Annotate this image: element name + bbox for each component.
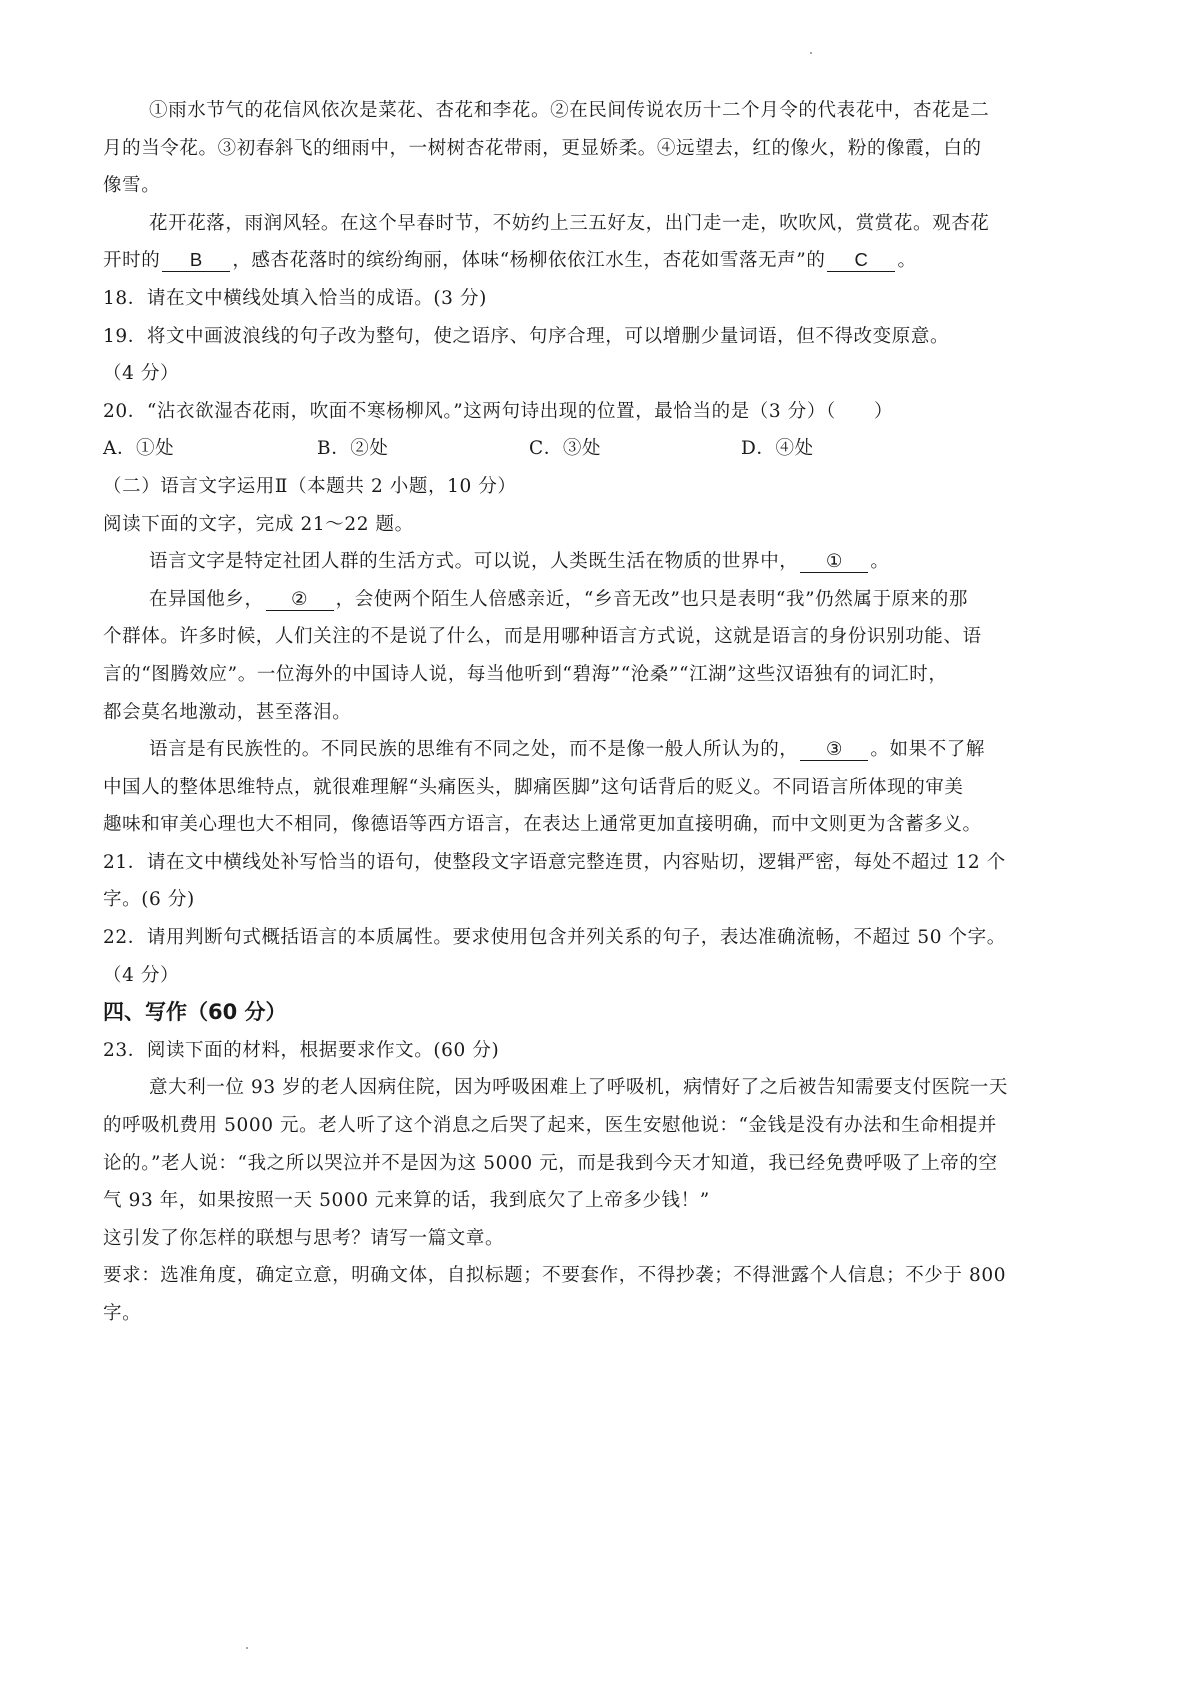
- material-line: 的呼吸机费用 5000 元。老人听了这个消息之后哭了起来，医生安慰他说：“金钱是没有办法和生命相提并: [103, 1115, 997, 1137]
- question-22-score: （4 分）: [103, 964, 180, 986]
- option-a[interactable]: A．①处: [103, 438, 175, 460]
- fill-blank-1[interactable]: ①: [800, 550, 868, 573]
- fill-blank-b[interactable]: B: [162, 249, 230, 272]
- text-segment: 。: [897, 250, 917, 272]
- passage-line: [103, 543, 1103, 581]
- question-21: 21．请在文中横线处补写恰当的语句，使整段文字语意完整连贯，内容贴切，逻辑严密，每处不超过 12 个: [103, 851, 1006, 873]
- option-d[interactable]: D．④处: [741, 438, 814, 460]
- question-19: 19．将文中画波浪线的句子改为整句，使之语序、句序合理，可以增删少量词语，但不得改变原意。: [103, 325, 950, 347]
- text-segment: 语言是有民族性的。不同民族的思维有不同之处，而不是像一般人所认为的，: [149, 739, 799, 761]
- text-segment: 。如果不了解: [870, 739, 986, 761]
- fill-blank-2[interactable]: ②: [266, 588, 334, 611]
- question-20: 20．“沾衣欲湿杏花雨，吹面不寒杨柳风。”这两句诗出现的位置，最恰当的是（3 分）（ ）: [103, 400, 894, 422]
- fill-blank-c[interactable]: C: [827, 249, 895, 272]
- writing-heading: 四、写作（60 分）: [103, 1000, 287, 1025]
- passage-line: 像雪。: [103, 175, 161, 197]
- passage-line: 个群体。许多时候，人们关注的不是说了什么，而是用哪种语言方式说，这就是语言的身份识别功能、语: [103, 626, 982, 648]
- question-21-score: 字。(6 分): [103, 889, 195, 911]
- passage-line: 花开花落，雨润风轻。在这个早春时节，不妨约上三五好友，出门走一走，吹吹风，赏赏花。观杏花: [149, 212, 990, 234]
- material-line: 论的。”老人说：“我之所以哭泣并不是因为这 5000 元，而是我到今天才知道，我已经免费呼吸了上帝的空: [103, 1152, 998, 1174]
- passage-line: [103, 242, 1103, 280]
- question-18: 18．请在文中横线处填入恰当的成语。(3 分): [103, 287, 487, 309]
- option-c[interactable]: C．③处: [529, 438, 602, 460]
- writing-requirements: 字。: [103, 1303, 142, 1324]
- scan-speck: [246, 1647, 248, 1649]
- text-segment: ，会使两个陌生人倍感亲近，“乡音无改”也只是表明“我”仍然属于原来的那: [335, 588, 968, 610]
- text-segment: 开时的: [103, 250, 161, 272]
- question-22: 22．请用判断句式概括语言的本质属性。要求使用包含并列关系的句子，表达准确流畅，不超过 50 个字。: [103, 927, 1006, 949]
- passage-line: 月的当令花。③初春斜飞的细雨中，一树树杏花带雨，更显娇柔。④远望去，红的像火，粉的像霞，白的: [103, 137, 982, 159]
- text-segment: 在异国他乡，: [149, 588, 264, 610]
- question-23: 23．阅读下面的材料，根据要求作文。(60 分): [103, 1039, 500, 1061]
- passage-line: 趣味和审美心理也大不相同，像德语等西方语言，在表达上通常更加直接明确，而中文则更为含蓄多义。: [103, 814, 982, 836]
- option-b[interactable]: B．②处: [317, 438, 389, 460]
- scan-speck: [810, 52, 812, 54]
- material-line: 气 93 年，如果按照一天 5000 元来算的话，我到底欠了上帝多少钱！”: [103, 1190, 710, 1212]
- writing-prompt: 这引发了你怎样的联想与思考？请写一篇文章。: [103, 1227, 505, 1249]
- text-segment: ，感杏花落时的缤纷绚丽，体味“杨柳依依江水生，杏花如雪落无声”的: [232, 250, 826, 272]
- passage-line: 中国人的整体思维特点，就很难理解“头痛医头，脚痛医脚”这句话背后的贬义。不同语言所体现的审美: [103, 776, 964, 798]
- section-title: （二）语言文字运用Ⅱ（本题共 2 小题，10 分）: [103, 475, 517, 497]
- passage-line: 言的“图腾效应”。一位海外的中国诗人说，每当他听到“碧海”“沧桑”“江湖”这些汉语独有的词汇时，: [103, 663, 948, 685]
- text-segment: 语言文字是特定社团人群的生活方式。可以说，人类既生活在物质的世界中，: [149, 551, 799, 573]
- passage-line: [103, 731, 1103, 769]
- material-line: 意大利一位 93 岁的老人因病住院，因为呼吸困难上了呼吸机，病情好了之后被告知需要支付医院一天: [149, 1077, 1009, 1099]
- exam-page: [103, 92, 1103, 1333]
- question-20-options: [103, 430, 1103, 468]
- writing-requirements: 要求：选准角度，确定立意，明确文体，自拟标题；不要套作，不得抄袭；不得泄露个人信息；不少于 800: [103, 1265, 1007, 1287]
- text-segment: 。: [870, 551, 890, 573]
- passage-line: [103, 581, 1103, 619]
- question-19-score: （4 分）: [103, 363, 180, 385]
- fill-blank-3[interactable]: ③: [800, 738, 868, 761]
- passage-line: 都会莫名地激动，甚至落泪。: [103, 701, 352, 723]
- passage-line: ①雨水节气的花信风依次是菜花、杏花和李花。②在民间传说农历十二个月令的代表花中，杏花是二: [149, 100, 990, 121]
- section-instruction: 阅读下面的文字，完成 21～22 题。: [103, 513, 414, 535]
